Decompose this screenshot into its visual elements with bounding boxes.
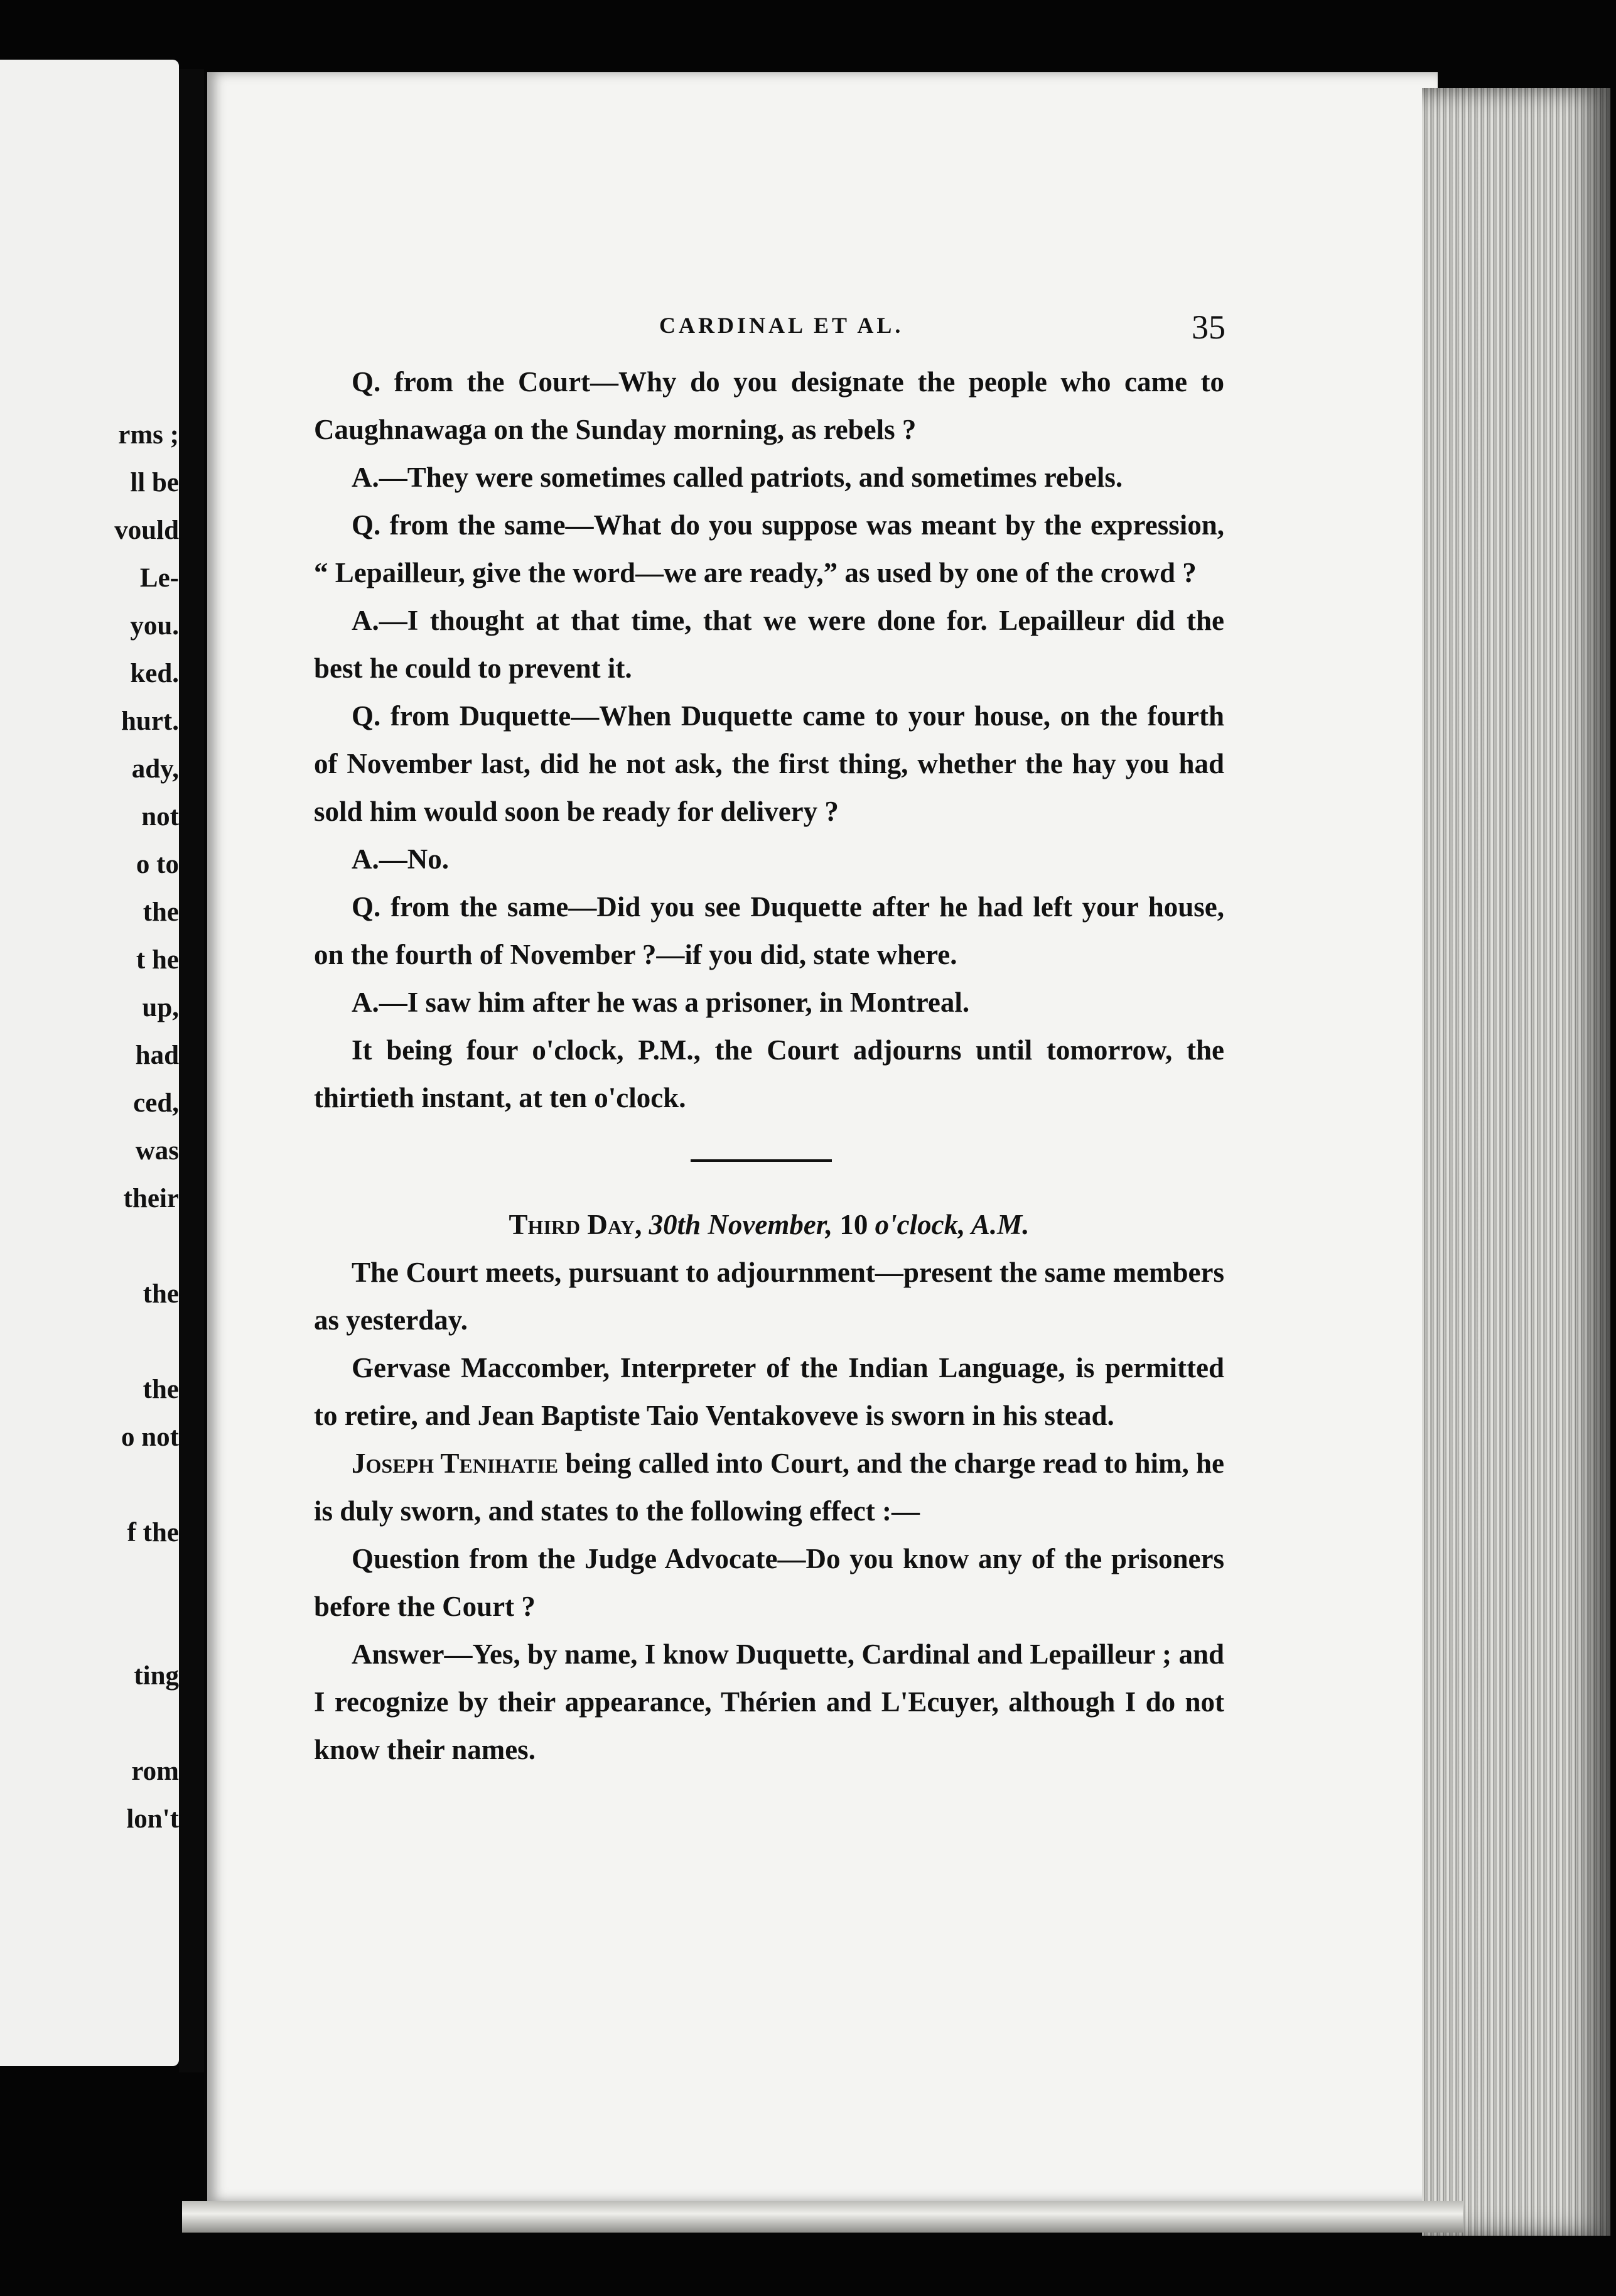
- bottom-page-edge: [182, 2201, 1463, 2233]
- left-line: had: [135, 1041, 179, 1070]
- left-line: rms ;: [118, 420, 179, 450]
- left-line: their: [123, 1184, 179, 1213]
- paragraph: The Court meets, pursuant to adjournment—present the same members as yesterday.: [314, 1257, 1224, 1336]
- left-line: lon't: [126, 1804, 179, 1834]
- left-line: [9, 1557, 179, 1605]
- paragraph: Q. from the same—What do you suppose was meant by the expression, “ Lepailleur, give the word—we are ready,” as used by one of the crowd ?: [314, 509, 1224, 588]
- heading-sep: 10: [832, 1209, 875, 1240]
- heading-date: 30th November,: [649, 1209, 833, 1240]
- left-line: o to: [136, 850, 179, 879]
- paragraph: Q. from Duquette—When Duquette came to your house, on the fourth of November last, did he not ask, the first thing, whether the hay you had sold him would soon be ready for delivery ?: [314, 700, 1224, 827]
- paragraph: Gervase Maccomber, Interpreter of the Indian Language, is permitted to retire, and Jean Baptiste Taio Ventakoveve is sworn in his stead.: [314, 1352, 1224, 1431]
- left-line: not: [141, 802, 179, 831]
- left-line: Le-: [139, 563, 179, 593]
- paragraph: Q. from the Court—Why do you designate the people who came to Caughnawaga on the Sunday morning, as rebels ?: [314, 366, 1224, 445]
- left-line: ced,: [133, 1088, 179, 1118]
- adjourn-text-end: , the Court adjourns until tomorrow, the thirtieth instant, at ten o'clock.: [314, 1034, 1224, 1113]
- left-line: was: [135, 1136, 179, 1166]
- paragraph: A.—I thought at that time, that we were done for. Lepailleur did the best he could to prevent it.: [314, 605, 1224, 684]
- left-line: [9, 1461, 179, 1509]
- left-line: the: [143, 897, 179, 927]
- left-line: you.: [130, 611, 179, 641]
- section-heading: [314, 1201, 1224, 1248]
- paragraph: Question from the Judge Advocate—Do you know any of the prisoners before the Court ?: [314, 1543, 1224, 1622]
- paragraph: A.—No.: [352, 843, 449, 875]
- witness-text: being called into Court, and the charge read to him, he is duly sworn, and states to the following effect :—: [314, 1448, 1224, 1527]
- left-line: ked.: [130, 659, 179, 688]
- page-number: 35: [1192, 308, 1225, 346]
- witness-name: Joseph Tenihatie: [352, 1448, 559, 1479]
- left-page-text: [9, 411, 179, 1843]
- left-line: [9, 1223, 179, 1270]
- left-line: the: [143, 1375, 179, 1404]
- left-line: [9, 1318, 179, 1366]
- page-edges: [1422, 88, 1610, 2236]
- heading-day: Third Day: [509, 1209, 635, 1240]
- running-header: CARDINAL ET AL.: [659, 313, 904, 338]
- left-line: t he: [136, 945, 179, 975]
- left-page: [0, 60, 179, 2066]
- left-line: ting: [134, 1661, 179, 1691]
- heading-sep: ,: [635, 1209, 649, 1240]
- left-line: [9, 1700, 179, 1748]
- left-line: the: [143, 1279, 179, 1309]
- left-line: ady,: [131, 754, 179, 784]
- left-line: hurt.: [121, 707, 179, 736]
- pm-abbrev: P.M.: [638, 1034, 694, 1066]
- left-line: o not: [121, 1422, 179, 1452]
- left-line: [9, 1605, 179, 1652]
- adjournment-paragraph: [314, 1026, 1224, 1122]
- left-line: f the: [127, 1518, 179, 1547]
- paragraph: Q. from the same—Did you see Duquette after he had left your house, on the fourth of November ?—if you did, state where.: [314, 891, 1224, 970]
- witness-paragraph: [314, 1439, 1224, 1535]
- left-line: rom: [131, 1757, 179, 1786]
- left-line: ll be: [130, 468, 179, 497]
- adjourn-text: It being four o'clock,: [352, 1034, 638, 1066]
- paragraph: A.—They were sometimes called patriots, and sometimes rebels.: [352, 462, 1123, 493]
- section-divider: [691, 1159, 832, 1162]
- left-line: up,: [142, 993, 179, 1022]
- body-text: [314, 358, 1224, 1773]
- paragraph: Answer—Yes, by name, I know Duquette, Cardinal and Lepailleur ; and I recognize by their appearance, Thérien and L'Ecuyer, although I do not know their names.: [314, 1638, 1224, 1765]
- left-line: vould: [114, 516, 179, 545]
- paragraph: A.—I saw him after he was a prisoner, in Montreal.: [352, 987, 970, 1018]
- book-gutter: [179, 69, 204, 2072]
- heading-time: o'clock, A.M.: [875, 1209, 1030, 1240]
